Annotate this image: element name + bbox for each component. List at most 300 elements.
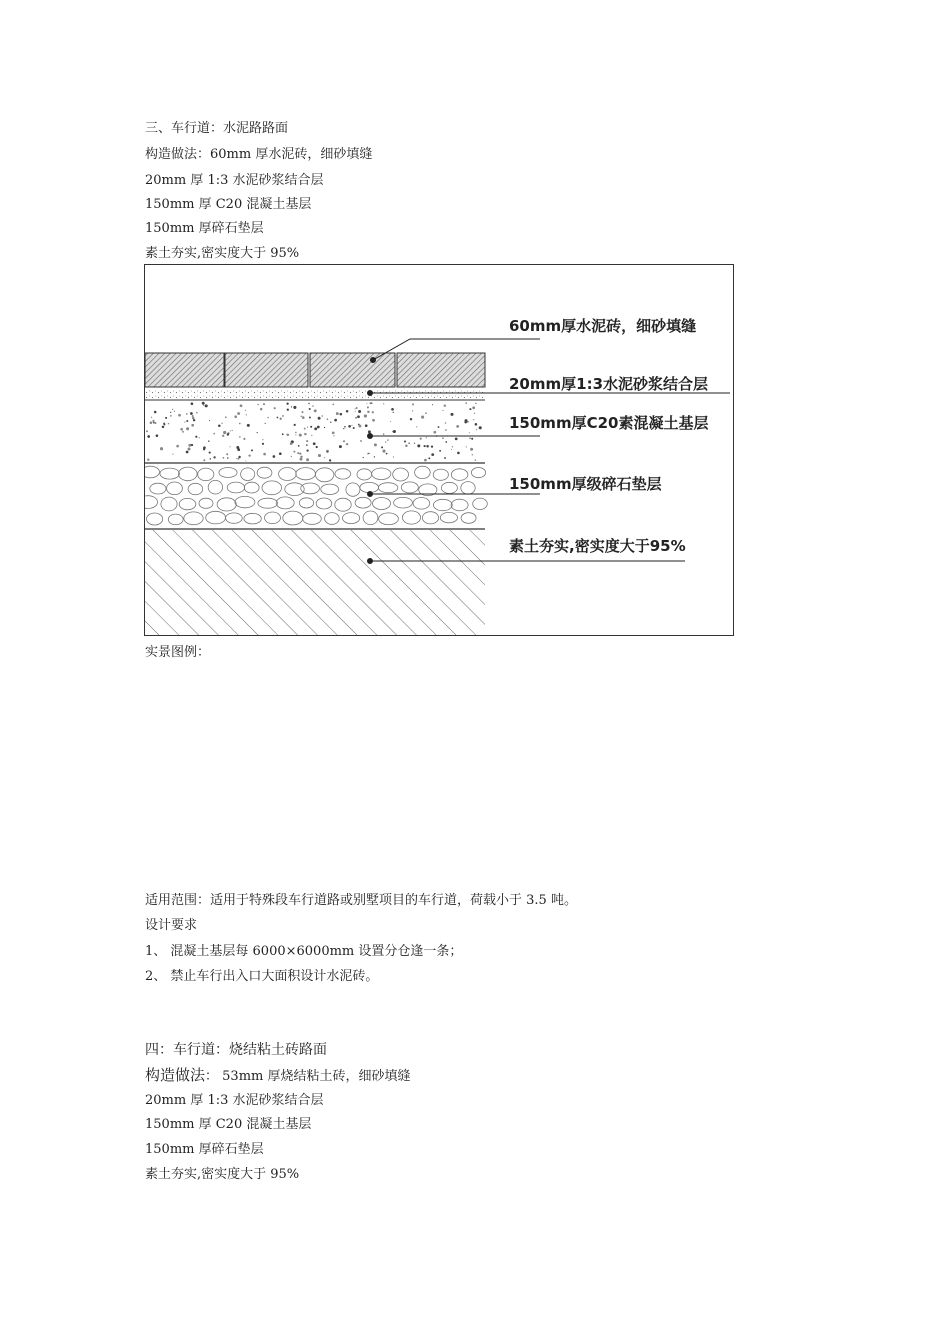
concrete-aggregate-dot [381, 446, 383, 448]
concrete-aggregate-dot [469, 408, 471, 410]
concrete-aggregate-dot [243, 438, 245, 440]
concrete-aggregate-dot [245, 460, 246, 461]
concrete-aggregate-dot [286, 403, 288, 405]
concrete-aggregate-dot [469, 437, 471, 439]
gravel-stone [184, 512, 203, 525]
concrete-aggregate-dot [355, 417, 357, 419]
concrete-aggregate-dot [472, 454, 474, 456]
concrete-aggregate-dot [336, 412, 339, 415]
gravel-stone [167, 482, 183, 495]
gravel-stone [316, 468, 334, 482]
gravel-stone [335, 469, 351, 479]
concrete-aggregate-dot [218, 425, 221, 428]
gravel-stone [227, 482, 244, 493]
gravel-stone [160, 468, 179, 479]
gravel-stone [265, 512, 281, 524]
gravel-stone [147, 513, 163, 525]
concrete-aggregate-dot [274, 407, 276, 409]
concrete-aggregate-dot [239, 423, 241, 425]
concrete-aggregate-dot [290, 442, 293, 445]
concrete-aggregate-dot [391, 408, 394, 411]
concrete-aggregate-dot [421, 416, 424, 419]
concrete-aggregate-dot [327, 451, 329, 453]
concrete-aggregate-dot [294, 424, 296, 426]
concrete-aggregate-dot [475, 423, 478, 426]
concrete-aggregate-dot [306, 458, 309, 461]
concrete-aggregate-dot [475, 459, 477, 461]
concrete-aggregate-dot [408, 442, 409, 443]
concrete-aggregate-dot [340, 413, 343, 416]
gravel-stone [301, 483, 320, 494]
concrete-aggregate-dot [479, 426, 482, 429]
concrete-aggregate-dot [372, 411, 374, 413]
concrete-aggregate-dot [287, 409, 289, 411]
concrete-aggregate-dot [172, 454, 173, 455]
concrete-aggregate-dot [154, 422, 156, 424]
concrete-aggregate-dot [439, 450, 441, 452]
concrete-aggregate-dot [318, 454, 321, 457]
concrete-aggregate-dot [474, 413, 475, 414]
gravel-layer [145, 466, 487, 525]
gravel-stone [198, 468, 214, 481]
concrete-aggregate-dot [262, 443, 264, 445]
gravel-stone [451, 469, 468, 481]
concrete-aggregate-dot [230, 430, 231, 431]
gravel-stone [244, 482, 259, 493]
gravel-stone [316, 498, 332, 509]
gravel-stone [440, 512, 457, 522]
concrete-aggregate-dot [472, 406, 475, 409]
concrete-aggregate-dot [327, 418, 329, 420]
concrete-aggregate-dot [469, 432, 470, 433]
concrete-aggregate-dot [286, 434, 288, 436]
cement-brick-layer [145, 353, 485, 387]
concrete-aggregate-dot [168, 423, 170, 425]
concrete-aggregate-dot [262, 439, 263, 440]
concrete-aggregate-dot [229, 446, 230, 447]
gravel-stone [206, 511, 226, 524]
concrete-aggregate-dot [186, 427, 189, 430]
label-concrete: 150mm厚C20素混凝土基层 [509, 414, 709, 432]
concrete-aggregate-dot [191, 424, 194, 427]
concrete-aggregate-dot [346, 443, 348, 445]
concrete-aggregate-dot [237, 448, 240, 451]
concrete-aggregate-dot [311, 435, 312, 436]
gravel-stone [451, 499, 468, 511]
concrete-aggregate-dot [190, 412, 193, 415]
concrete-aggregate-dot [193, 419, 195, 421]
section3-method: 构造做法：60mm 厚水泥砖，细砂填缝 [145, 147, 373, 162]
concrete-aggregate-dot [263, 403, 265, 405]
concrete-aggregate-dot [160, 447, 163, 450]
gravel-stone [422, 512, 438, 524]
concrete-aggregate-dot [393, 456, 394, 457]
section4-method-label: 构造做法 [145, 1066, 206, 1084]
concrete-aggregate-dot [153, 422, 154, 423]
concrete-aggregate-dot [213, 433, 215, 435]
concrete-aggregate-dot [258, 404, 259, 405]
concrete-aggregate-dot [374, 443, 377, 446]
mortar-layer [145, 388, 485, 400]
gravel-stone [372, 468, 391, 480]
concrete-aggregate-dot [314, 427, 317, 430]
concrete-aggregate-dot [451, 449, 452, 450]
concrete-aggregate-dot [293, 451, 295, 453]
concrete-aggregate-dot [426, 445, 429, 448]
gravel-stone [373, 498, 391, 510]
concrete-aggregate-dot [213, 456, 215, 458]
concrete-aggregate-dot [393, 430, 396, 433]
concrete-aggregate-dot [226, 453, 228, 455]
concrete-aggregate-dot [442, 438, 443, 439]
concrete-aggregate-dot [306, 449, 308, 451]
gravel-stone [355, 497, 371, 508]
gravel-stone [235, 496, 255, 507]
label-gravel: 150mm厚级碎石垫层 [509, 475, 662, 493]
concrete-aggregate-dot [308, 403, 309, 404]
concrete-aggregate-dot [369, 402, 371, 404]
concrete-aggregate-dot [280, 418, 282, 420]
gravel-stone [325, 513, 340, 525]
label-mortar: 20mm厚1:3水泥砂浆结合层 [509, 375, 709, 393]
concrete-aggregate-dot [374, 456, 375, 457]
gravel-stone [343, 513, 360, 524]
concrete-aggregate-dot [203, 459, 205, 461]
concrete-aggregate-dot [192, 417, 195, 420]
concrete-aggregate-dot [260, 408, 263, 411]
concrete-aggregate-dot [239, 436, 240, 437]
concrete-aggregate-dot [182, 431, 184, 433]
concrete-aggregate-dot [368, 430, 371, 433]
concrete-aggregate-dot [348, 425, 351, 428]
concrete-aggregate-dot [420, 438, 422, 440]
concrete-aggregate-dot [232, 430, 233, 431]
concrete-aggregate-dot [329, 459, 331, 461]
concrete-aggregate-dot [147, 435, 150, 438]
concrete-aggregate-dot [203, 405, 204, 406]
section3-title: 三、车行道：水泥路路面 [145, 121, 289, 136]
concrete-aggregate-dot [301, 411, 303, 413]
gravel-stone [279, 468, 297, 481]
concrete-aggregate-dot [387, 439, 389, 441]
concrete-aggregate-dot [208, 440, 210, 442]
gravel-stone [402, 511, 420, 524]
gravel-stone [413, 498, 430, 510]
label-cement-brick: 60mm厚水泥砖，细砂填缝 [509, 317, 697, 335]
concrete-aggregate-dot [247, 424, 250, 427]
concrete-aggregate-dot [456, 425, 459, 428]
gravel-stone [262, 481, 282, 495]
gravel-stone [150, 483, 166, 494]
concrete-aggregate-dot [223, 431, 226, 434]
gravel-stone [199, 498, 213, 508]
concrete-aggregate-dot [251, 449, 253, 451]
section4-layer-soil: 素土夯实,密实度大于 95% [145, 1167, 300, 1182]
label-soil: 素土夯实,密实度大于95% [509, 537, 686, 555]
gravel-stone [433, 499, 452, 510]
concrete-aggregate-dot [363, 457, 364, 458]
gravel-stone [179, 467, 198, 481]
concrete-aggregate-dot [405, 444, 408, 447]
gravel-stone [145, 496, 158, 509]
concrete-aggregate-dot [306, 444, 308, 446]
concrete-aggregate-dot [174, 411, 175, 412]
concrete-aggregate-dot [393, 412, 394, 413]
concrete-aggregate-dot [152, 420, 154, 422]
concrete-aggregate-dot [172, 409, 173, 410]
concrete-aggregate-dot [383, 403, 384, 404]
design-item-1: 1、 混凝土基层每 6000×6000mm 设置分仓逢一条； [145, 944, 463, 959]
concrete-aggregate-dot [186, 420, 188, 422]
concrete-aggregate-dot [428, 457, 430, 459]
concrete-aggregate-dot [265, 423, 266, 424]
concrete-aggregate-dot [291, 456, 292, 457]
concrete-aggregate-dot [178, 414, 181, 417]
concrete-aggregate-dot [433, 431, 436, 434]
concrete-aggregate-dot [186, 413, 188, 415]
concrete-aggregate-dot [383, 433, 384, 434]
scope-text: 适用范围：适用于特殊段车行道路或别墅项目的车行道，荷载小于 3.5 吨。 [145, 893, 577, 908]
concrete-aggregate-dot [170, 415, 171, 416]
concrete-aggregate-dot [221, 423, 222, 424]
concrete-aggregate-dot [322, 415, 323, 416]
concrete-aggregate-dot [147, 459, 149, 461]
concrete-aggregate-dot [431, 445, 433, 447]
gravel-stone [258, 498, 278, 508]
concrete-aggregate-dot [404, 440, 406, 442]
concrete-aggregate-dot [225, 416, 227, 418]
concrete-aggregate-dot [445, 422, 447, 424]
gravel-stone [285, 483, 304, 496]
concrete-aggregate-dot [444, 457, 446, 459]
gravel-stone [415, 466, 431, 478]
concrete-aggregate-dot [355, 408, 356, 409]
gravel-stone [303, 513, 322, 524]
concrete-aggregate-dot [457, 452, 460, 455]
gravel-stone [346, 483, 360, 496]
design-item-2: 2、 禁止车行出入口大面积设计水泥砖。 [145, 969, 379, 984]
concrete-aggregate-dot [302, 416, 305, 419]
concrete-aggregate-dot [464, 421, 467, 424]
concrete-aggregate-dot [170, 412, 171, 413]
gravel-stone [179, 498, 196, 509]
concrete-aggregate-dot [357, 415, 360, 418]
concrete-aggregate-dot [431, 453, 434, 456]
concrete-aggregate-dot [222, 435, 224, 437]
concrete-aggregate-dot [390, 421, 391, 422]
concrete-aggregate-dot [205, 404, 208, 407]
concrete-aggregate-dot [442, 410, 443, 411]
concrete-aggregate-dot [476, 429, 477, 430]
concrete-aggregate-dot [412, 403, 414, 405]
concrete-aggregate-dot [236, 458, 237, 459]
section4-layer-gravel: 150mm 厚碎石垫层 [145, 1142, 264, 1157]
gravel-stone [321, 484, 339, 494]
concrete-aggregate-dot [438, 426, 440, 428]
gravel-stone [145, 466, 160, 478]
concrete-aggregate-dot [237, 458, 239, 460]
concrete-aggregate-dot [299, 434, 302, 437]
photo-caption: 实景图例： [145, 645, 211, 660]
gravel-stone [244, 513, 261, 524]
concrete-aggregate-dot [386, 453, 388, 455]
concrete-aggregate-dot [150, 421, 153, 424]
concrete-aggregate-dot [360, 440, 361, 441]
concrete-aggregate-dot [425, 412, 427, 414]
concrete-aggregate-dot [364, 414, 367, 417]
concrete-aggregate-dot [330, 422, 331, 423]
concrete-aggregate-dot [156, 434, 159, 437]
concrete-aggregate-dot [188, 444, 191, 447]
concrete-aggregate-dot [365, 424, 368, 427]
concrete-aggregate-dot [223, 457, 225, 459]
concrete-aggregate-dot [273, 455, 276, 458]
concrete-aggregate-dot [299, 452, 301, 454]
concrete-aggregate-dot [227, 433, 229, 435]
gravel-stone [226, 513, 243, 523]
section3-layer-soil: 素土夯实,密实度大于 95% [145, 246, 300, 261]
concrete-aggregate-dot [412, 410, 413, 411]
concrete-aggregate-dot [445, 441, 447, 443]
concrete-aggregate-dot [300, 456, 302, 458]
concrete-aggregate-dot [324, 457, 325, 458]
concrete-aggregate-dot [424, 459, 427, 462]
gravel-stone [461, 513, 476, 524]
concrete-aggregate-dot [304, 428, 306, 430]
concrete-aggregate-dot [310, 426, 312, 428]
concrete-aggregate-dot [332, 404, 334, 406]
gravel-stone [363, 511, 378, 525]
gravel-stone [257, 467, 272, 478]
concrete-aggregate-dot [445, 429, 447, 431]
gravel-stone [283, 511, 303, 525]
gravel-stone [441, 482, 457, 493]
concrete-aggregate-dot [356, 407, 358, 409]
gravel-stone [276, 497, 294, 509]
concrete-aggregate-dot [192, 415, 194, 417]
gravel-stone [360, 482, 379, 492]
concrete-aggregate-dot [196, 412, 198, 414]
concrete-aggregate-dot [316, 446, 318, 448]
concrete-aggregate-dot [416, 426, 417, 427]
concrete-aggregate-dot [191, 402, 194, 405]
design-title: 设计要求 [145, 918, 198, 933]
concrete-aggregate-dot [471, 438, 473, 440]
concrete-aggregate-dot [465, 402, 467, 404]
soil-layer [145, 530, 485, 636]
gravel-stone [168, 514, 183, 525]
section4-layer-concrete: 150mm 厚 C20 混凝土基层 [145, 1117, 312, 1132]
concrete-aggregate-dot [475, 403, 476, 404]
concrete-aggregate-dot [151, 417, 152, 418]
concrete-aggregate-dot [309, 408, 311, 410]
section4-method [145, 1067, 410, 1085]
concrete-aggregate-dot [455, 438, 458, 441]
concrete-aggregate-dot [209, 452, 211, 454]
concrete-aggregate-dot [307, 427, 308, 428]
concrete-aggregate-dot [424, 445, 426, 447]
gravel-stone [401, 482, 418, 493]
concrete-aggregate-dot [318, 417, 321, 420]
section4-layer-mortar: 20mm 厚 1:3 水泥砂浆结合层 [145, 1093, 324, 1108]
concrete-aggregate-dot [246, 414, 247, 415]
concrete-aggregate-dot [333, 435, 334, 436]
concrete-aggregate-dot [306, 440, 308, 442]
gravel-stone [379, 513, 399, 525]
concrete-aggregate-dot [300, 458, 303, 461]
concrete-aggregate-dot [176, 445, 179, 448]
concrete-aggregate-dot [202, 402, 205, 405]
concrete-layer [146, 402, 482, 462]
concrete-aggregate-dot [295, 434, 296, 435]
concrete-aggregate-dot [227, 457, 229, 459]
concrete-aggregate-dot [295, 432, 296, 433]
gravel-stone [473, 498, 488, 509]
gravel-stone [217, 498, 236, 511]
concrete-aggregate-dot [237, 412, 240, 415]
concrete-aggregate-dot [312, 405, 314, 407]
gravel-stone [299, 498, 313, 508]
concrete-aggregate-dot [313, 442, 316, 445]
concrete-aggregate-dot [343, 428, 344, 429]
concrete-aggregate-dot [309, 417, 311, 419]
concrete-aggregate-dot [344, 426, 346, 428]
gravel-stone [219, 468, 237, 478]
gravel-stone [471, 468, 485, 478]
concrete-aggregate-dot [382, 450, 385, 453]
gravel-stone [357, 469, 372, 480]
concrete-aggregate-dot [180, 428, 183, 431]
concrete-aggregate-dot [162, 426, 165, 429]
gravel-stone [335, 498, 351, 511]
gravel-stone [378, 483, 397, 493]
concrete-aggregate-dot [263, 453, 266, 456]
concrete-aggregate-dot [317, 426, 320, 429]
concrete-aggregate-dot [314, 409, 317, 412]
concrete-aggregate-dot [432, 404, 433, 405]
concrete-aggregate-dot [334, 419, 337, 422]
concrete-aggregate-dot [297, 452, 299, 454]
concrete-aggregate-dot [210, 458, 212, 460]
concrete-aggregate-dot [277, 417, 279, 419]
concrete-aggregate-dot [186, 451, 189, 454]
concrete-aggregate-dot [353, 427, 355, 429]
concrete-aggregate-dot [267, 417, 269, 419]
concrete-aggregate-dot [358, 425, 361, 428]
concrete-aggregate-dot [188, 448, 191, 451]
concrete-aggregate-dot [358, 410, 361, 413]
concrete-aggregate-dot [282, 415, 284, 417]
concrete-aggregate-dot [417, 444, 420, 447]
concrete-aggregate-dot [444, 404, 446, 406]
concrete-aggregate-dot [298, 445, 300, 447]
concrete-aggregate-dot [452, 446, 453, 447]
gravel-stone [394, 497, 413, 508]
concrete-aggregate-dot [426, 437, 427, 438]
gravel-stone [393, 468, 409, 481]
concrete-aggregate-dot [279, 452, 282, 455]
concrete-aggregate-dot [304, 433, 306, 435]
concrete-aggregate-dot [248, 454, 250, 456]
concrete-aggregate-dot [346, 410, 349, 413]
concrete-aggregate-dot [410, 418, 412, 420]
concrete-aggregate-dot [163, 423, 165, 425]
gravel-stone [433, 469, 448, 480]
concrete-aggregate-dot [473, 419, 474, 420]
section4-title: 四：车行道：烧结粘土砖路面 [145, 1042, 327, 1058]
concrete-aggregate-dot [146, 430, 148, 432]
concrete-aggregate-dot [154, 411, 157, 414]
